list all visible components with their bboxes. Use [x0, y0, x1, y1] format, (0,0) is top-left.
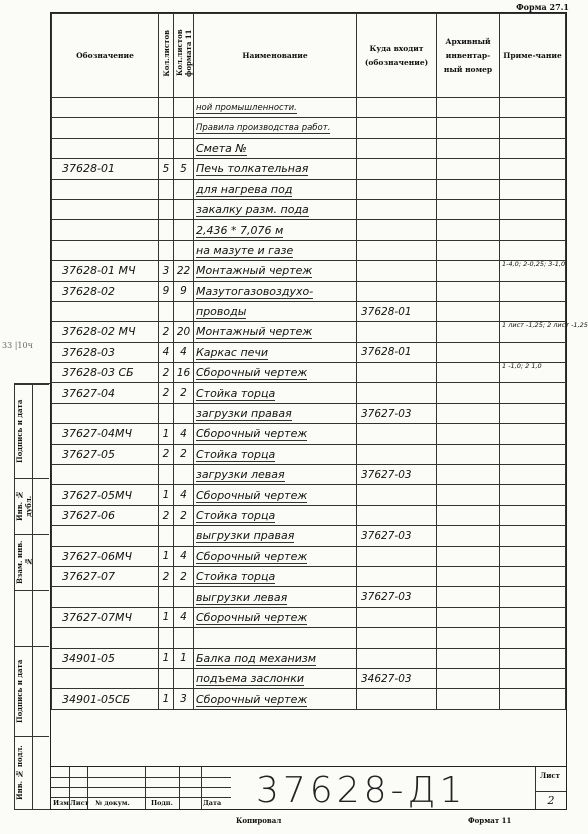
designation-cell: 37627-07МЧ	[52, 607, 159, 627]
name-text: Сборочный чертеж	[196, 692, 308, 706]
name-text: выгрузки левая	[196, 590, 288, 604]
header-archive: Архивный инвентар-ный номер	[437, 14, 500, 98]
name-text: Балка под механизм	[196, 651, 317, 665]
where-cell	[357, 689, 437, 709]
sheets-format-cell: 2	[174, 383, 194, 403]
note-cell	[500, 628, 566, 648]
archive-cell	[437, 342, 500, 362]
note-cell	[500, 444, 566, 464]
stamp-label-izm: Изм	[53, 799, 69, 807]
header-sheets-format: Кол.листов формата 11	[174, 29, 193, 77]
note-cell	[500, 342, 566, 362]
sheets-format-cell	[174, 179, 194, 199]
note-cell: 1 лист -1,25; 2 лист -1,25	[500, 322, 566, 342]
sheet-number: 2	[536, 791, 566, 807]
where-cell	[357, 179, 437, 199]
where-cell	[357, 648, 437, 668]
designation-cell: 37628-03	[52, 342, 159, 362]
name-text: на мазуте и газе	[196, 243, 294, 257]
where-cell	[357, 444, 437, 464]
sheets-cell	[159, 179, 174, 199]
sheets-format-cell	[174, 118, 194, 138]
where-cell	[357, 281, 437, 301]
name-text: Монтажный чертеж	[196, 325, 313, 339]
sheets-cell: 1	[159, 689, 174, 709]
table-row	[52, 485, 566, 505]
name-text: Сборочный чертеж	[196, 427, 308, 441]
sheets-format-cell	[174, 668, 194, 688]
designation-cell	[52, 465, 159, 485]
name-cell	[194, 383, 357, 403]
sheets-cell	[159, 301, 174, 321]
sheets-cell: 2	[159, 566, 174, 586]
name-cell	[194, 281, 357, 301]
note-cell	[500, 118, 566, 138]
sheets-format-cell	[174, 403, 194, 423]
where-cell	[357, 220, 437, 240]
header-note: Приме-чание	[500, 14, 566, 98]
sheets-format-cell	[174, 465, 194, 485]
name-text: загрузки левая	[196, 468, 285, 482]
sheets-format-cell: 4	[174, 546, 194, 566]
sheets-format-cell: 5	[174, 159, 194, 179]
designation-cell: 37627-06	[52, 505, 159, 525]
sheets-format-cell: 3	[174, 689, 194, 709]
sheets-format-cell: 4	[174, 485, 194, 505]
archive-cell	[437, 118, 500, 138]
archive-cell	[437, 444, 500, 464]
where-cell	[357, 363, 437, 383]
note-cell	[500, 179, 566, 199]
note-cell	[500, 668, 566, 688]
note-cell	[500, 199, 566, 219]
archive-cell	[437, 546, 500, 566]
note-cell	[500, 526, 566, 546]
name-cell	[194, 668, 357, 688]
sheets-format-cell	[174, 240, 194, 260]
table-row	[52, 587, 566, 607]
note-cell	[500, 403, 566, 423]
note-cell	[500, 607, 566, 627]
sheets-format-cell	[174, 138, 194, 158]
name-text: Стойка торца	[196, 570, 276, 584]
where-cell	[357, 118, 437, 138]
name-text: выгрузки правая	[196, 529, 295, 543]
name-cell	[194, 648, 357, 668]
designation-cell	[52, 240, 159, 260]
archive-cell	[437, 424, 500, 444]
where-cell	[357, 322, 437, 342]
table-row	[52, 648, 566, 668]
sheets-cell	[159, 220, 174, 240]
note-cell: 1-4,0; 2-0,25; 3-1,0	[500, 261, 566, 281]
designation-cell	[52, 587, 159, 607]
designation-cell	[52, 98, 159, 118]
archive-cell	[437, 668, 500, 688]
designation-cell	[52, 526, 159, 546]
where-cell	[357, 199, 437, 219]
note-cell	[500, 546, 566, 566]
sheets-cell	[159, 668, 174, 688]
archive-cell	[437, 179, 500, 199]
archive-cell	[437, 403, 500, 423]
header-name: Наименование	[194, 14, 357, 98]
sheets-format-cell: 4	[174, 424, 194, 444]
archive-cell	[437, 383, 500, 403]
designation-cell: 37628-01 МЧ	[52, 261, 159, 281]
document-code: 37628-Д1	[256, 770, 467, 811]
name-text: Стойка торца	[196, 386, 276, 400]
sheets-cell: 1	[159, 424, 174, 444]
sheets-format-cell	[174, 98, 194, 118]
designation-cell	[52, 628, 159, 648]
sheets-cell: 2	[159, 383, 174, 403]
sheets-cell	[159, 240, 174, 260]
sheets-cell: 2	[159, 444, 174, 464]
name-cell	[194, 444, 357, 464]
table-row	[52, 138, 566, 158]
side-label-inv-podl: Инв. № подл.	[15, 745, 24, 801]
archive-cell	[437, 526, 500, 546]
sheets-format-cell	[174, 199, 194, 219]
note-cell	[500, 301, 566, 321]
where-cell	[357, 546, 437, 566]
table-row	[52, 220, 566, 240]
table-row	[52, 566, 566, 586]
designation-cell	[52, 220, 159, 240]
designation-cell: 34901-05	[52, 648, 159, 668]
table-row	[52, 281, 566, 301]
name-text: 2,436 * 7,076 м	[196, 223, 284, 237]
note-cell	[500, 220, 566, 240]
archive-cell	[437, 566, 500, 586]
table-row	[52, 607, 566, 627]
stamp-label-doc-no: № докум.	[95, 799, 130, 807]
sheets-cell: 2	[159, 505, 174, 525]
name-cell	[194, 342, 357, 362]
archive-cell	[437, 628, 500, 648]
table-row	[52, 505, 566, 525]
name-cell	[194, 179, 357, 199]
where-cell	[357, 159, 437, 179]
archive-cell	[437, 485, 500, 505]
table-row	[52, 159, 566, 179]
where-cell	[357, 138, 437, 158]
stamp-label-sign: Подп.	[151, 799, 173, 807]
designation-cell: 34901-05СБ	[52, 689, 159, 709]
sheets-cell: 1	[159, 546, 174, 566]
table-row	[52, 526, 566, 546]
sheets-cell	[159, 587, 174, 607]
designation-cell: 37628-02 МЧ	[52, 322, 159, 342]
title-block	[51, 766, 566, 809]
archive-cell	[437, 261, 500, 281]
note-cell	[500, 424, 566, 444]
sheets-cell: 4	[159, 342, 174, 362]
note-cell	[500, 465, 566, 485]
where-cell: 37628-01	[357, 301, 437, 321]
name-text: Правила производства работ.	[196, 123, 331, 134]
archive-cell	[437, 322, 500, 342]
where-cell: 37627-03	[357, 526, 437, 546]
designation-cell	[52, 138, 159, 158]
designation-cell	[52, 668, 159, 688]
copied-label: Копировал	[236, 816, 282, 825]
name-cell	[194, 138, 357, 158]
sheets-format-cell: 16	[174, 363, 194, 383]
note-cell	[500, 383, 566, 403]
archive-cell	[437, 199, 500, 219]
designation-cell	[52, 403, 159, 423]
archive-cell	[437, 138, 500, 158]
name-cell	[194, 199, 357, 219]
side-stamp-strip	[14, 383, 50, 810]
designation-cell: 37627-07	[52, 566, 159, 586]
name-text: Сборочный чертеж	[196, 488, 308, 502]
name-text: загрузки правая	[196, 407, 292, 421]
note-cell	[500, 138, 566, 158]
archive-cell	[437, 98, 500, 118]
name-text: Смета №	[196, 141, 247, 155]
table-row	[52, 98, 566, 118]
sheet-number-box	[535, 767, 566, 809]
sheets-format-cell: 9	[174, 281, 194, 301]
name-cell	[194, 424, 357, 444]
designation-cell: 37627-05МЧ	[52, 485, 159, 505]
archive-cell	[437, 587, 500, 607]
name-text: подъема заслонки	[196, 672, 304, 686]
specification-table	[51, 13, 588, 710]
sheets-format-cell: 2	[174, 444, 194, 464]
archive-cell	[437, 301, 500, 321]
designation-cell: 37627-04МЧ	[52, 424, 159, 444]
archive-cell	[437, 159, 500, 179]
archive-cell	[437, 465, 500, 485]
header-where: Куда входит (обозначение)	[357, 14, 437, 98]
form-number: Форма 27.1	[516, 2, 569, 12]
designation-cell	[52, 118, 159, 138]
name-cell	[194, 566, 357, 586]
name-text: Сборочный чертеж	[196, 549, 308, 563]
name-cell	[194, 403, 357, 423]
header-designation: Обозначение	[52, 14, 159, 98]
where-cell	[357, 505, 437, 525]
name-text: ной промышленности.	[196, 102, 297, 113]
archive-cell	[437, 505, 500, 525]
side-label-signature-date-2: Подпись и дата	[15, 399, 24, 463]
sheets-format-cell: 22	[174, 261, 194, 281]
where-cell: 37627-03	[357, 403, 437, 423]
sheets-format-cell: 4	[174, 342, 194, 362]
table-row	[52, 403, 566, 423]
table-row	[52, 444, 566, 464]
where-cell	[357, 240, 437, 260]
name-text: Стойка торца	[196, 509, 276, 522]
where-cell	[357, 383, 437, 403]
table-row	[52, 261, 566, 281]
stamp-label-date: Дата	[203, 799, 222, 807]
sheets-cell	[159, 628, 174, 648]
designation-cell	[52, 179, 159, 199]
table-row	[52, 689, 566, 709]
note-cell	[500, 587, 566, 607]
designation-cell: 37628-01	[52, 159, 159, 179]
name-cell	[194, 485, 357, 505]
sheets-format-cell: 2	[174, 566, 194, 586]
sheet-label: Лист	[540, 771, 560, 780]
name-text: Каркас печи	[196, 345, 269, 359]
sheets-cell: 1	[159, 607, 174, 627]
sheets-format-cell: 1	[174, 648, 194, 668]
designation-cell: 37628-02	[52, 281, 159, 301]
table-row	[52, 668, 566, 688]
table-row	[52, 301, 566, 321]
sheets-cell	[159, 465, 174, 485]
name-cell	[194, 546, 357, 566]
note-cell	[500, 281, 566, 301]
name-text: для нагрева под	[196, 182, 293, 196]
sheets-format-cell: 4	[174, 607, 194, 627]
designation-cell: 37627-06МЧ	[52, 546, 159, 566]
where-cell: 37627-03	[357, 465, 437, 485]
sheets-format-cell	[174, 220, 194, 240]
where-cell	[357, 566, 437, 586]
name-text: Сборочный чертеж	[196, 366, 308, 380]
note-cell: 1 -1,0; 2 1,0	[500, 363, 566, 383]
name-cell	[194, 505, 357, 525]
name-text: Печь толкательная	[196, 162, 309, 176]
archive-cell	[437, 648, 500, 668]
name-cell	[194, 240, 357, 260]
table-row	[52, 363, 566, 383]
name-cell	[194, 363, 357, 383]
name-cell	[194, 261, 357, 281]
sheets-cell: 1	[159, 485, 174, 505]
sheets-cell	[159, 199, 174, 219]
format-label: Формат 11	[468, 816, 512, 825]
note-cell	[500, 689, 566, 709]
sheets-format-cell	[174, 526, 194, 546]
note-cell	[500, 648, 566, 668]
name-text: Мазутогазовоздухо-	[196, 284, 314, 298]
sheets-cell	[159, 403, 174, 423]
sheets-format-cell	[174, 628, 194, 648]
archive-cell	[437, 607, 500, 627]
sheets-cell	[159, 526, 174, 546]
side-label-signature-date-1: Подпись и дата	[15, 659, 24, 723]
where-cell	[357, 98, 437, 118]
side-label-inv-dubl: Инв. № дубл.	[15, 490, 33, 522]
sheets-cell: 5	[159, 159, 174, 179]
name-cell	[194, 689, 357, 709]
table-row	[52, 546, 566, 566]
sheets-cell: 2	[159, 363, 174, 383]
note-cell	[500, 505, 566, 525]
sheets-cell	[159, 118, 174, 138]
name-text: Стойка торца	[196, 447, 276, 461]
archive-cell	[437, 220, 500, 240]
where-cell	[357, 607, 437, 627]
archive-cell	[437, 281, 500, 301]
table-row	[52, 118, 566, 138]
name-cell	[194, 220, 357, 240]
sheets-format-cell: 2	[174, 505, 194, 525]
header-sheets: Кол.листов	[161, 29, 171, 77]
designation-cell: 37627-04	[52, 383, 159, 403]
name-cell	[194, 465, 357, 485]
name-cell	[194, 301, 357, 321]
designation-cell	[52, 301, 159, 321]
sheets-format-cell	[174, 587, 194, 607]
note-cell	[500, 240, 566, 260]
name-cell	[194, 628, 357, 648]
archive-cell	[437, 363, 500, 383]
where-cell	[357, 628, 437, 648]
designation-cell: 37628-03 СБ	[52, 363, 159, 383]
archive-cell	[437, 240, 500, 260]
table-row	[52, 383, 566, 403]
table-row	[52, 424, 566, 444]
table-row	[52, 199, 566, 219]
name-cell	[194, 607, 357, 627]
note-cell	[500, 566, 566, 586]
sheets-cell: 3	[159, 261, 174, 281]
sheets-cell: 1	[159, 648, 174, 668]
table-row	[52, 179, 566, 199]
name-cell	[194, 322, 357, 342]
sheets-cell	[159, 98, 174, 118]
archive-cell	[437, 689, 500, 709]
name-text: закалку разм. пода	[196, 203, 309, 217]
where-cell	[357, 485, 437, 505]
name-cell	[194, 118, 357, 138]
where-cell	[357, 261, 437, 281]
table-row	[52, 628, 566, 648]
designation-cell: 37627-05	[52, 444, 159, 464]
stamp-label-list: Лист	[70, 799, 89, 807]
name-cell	[194, 587, 357, 607]
name-cell	[194, 159, 357, 179]
table-row	[52, 240, 566, 260]
margin-note: 33 |10ч	[2, 341, 33, 350]
table-row	[52, 322, 566, 342]
where-cell: 34627-03	[357, 668, 437, 688]
sheets-cell	[159, 138, 174, 158]
name-text: Сборочный чертеж	[196, 610, 308, 624]
table-row	[52, 342, 566, 362]
sheets-format-cell	[174, 301, 194, 321]
side-label-vzam: Взам. инв. №	[15, 540, 33, 584]
table-row	[52, 465, 566, 485]
name-text: Монтажный чертеж	[196, 264, 313, 278]
where-cell	[357, 424, 437, 444]
note-cell	[500, 159, 566, 179]
note-cell	[500, 98, 566, 118]
where-cell: 37627-03	[357, 587, 437, 607]
name-cell	[194, 98, 357, 118]
specification-sheet	[50, 12, 588, 811]
name-text: проводы	[196, 305, 247, 319]
where-cell: 37628-01	[357, 342, 437, 362]
sheets-cell: 2	[159, 322, 174, 342]
name-cell	[194, 526, 357, 546]
note-cell	[500, 485, 566, 505]
sheets-cell: 9	[159, 281, 174, 301]
sheets-format-cell: 20	[174, 322, 194, 342]
designation-cell	[52, 199, 159, 219]
